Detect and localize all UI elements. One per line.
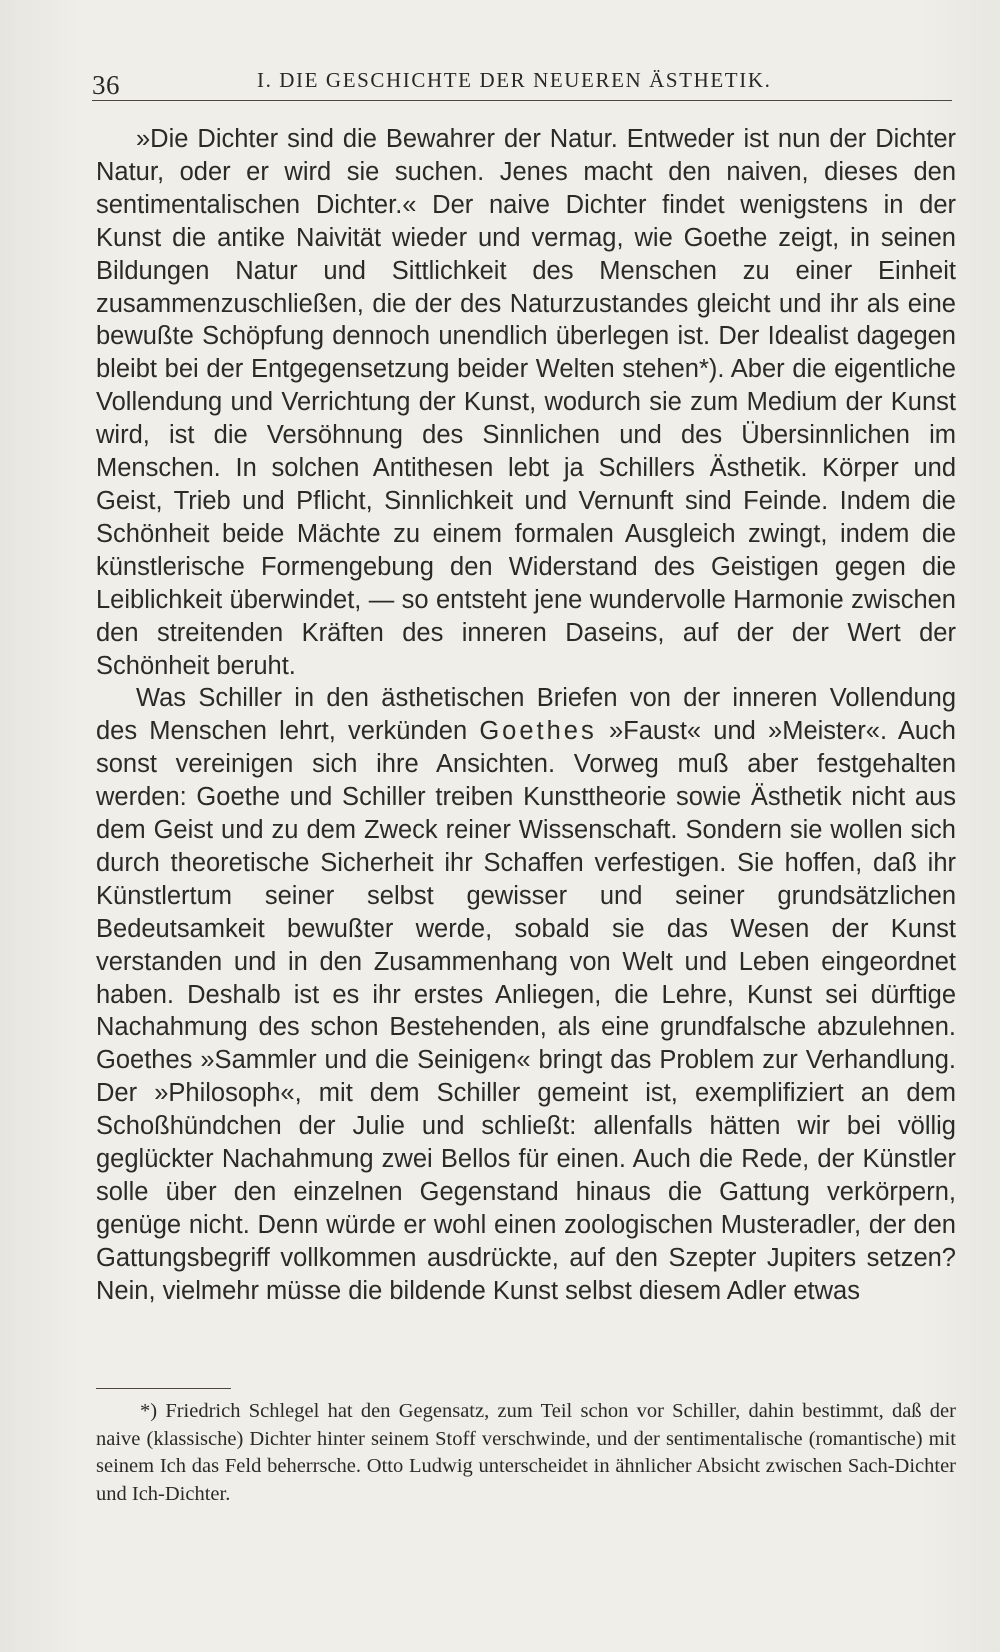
main-text bbox=[96, 123, 956, 1308]
paragraph-2-emphasis: Goethes bbox=[479, 717, 597, 746]
paragraph-2-text-after: »Faust« und »Meister«. Auch sonst vereinigen sich ihre Ansichten. Vorweg muß aber festgehalten werden: Goethe und Schiller treiben Kunsttheorie sowie Ästhetik nicht aus dem Geist und zu dem Zweck reiner Wissenschaft. Sondern sie wollen sich durch theoretische Sicherheit ihr Schaffen verfestigen. Sie hoffen, daß ihr Künstlertum seiner selbst gewisser und seiner grundsätzlichen Bedeutsamkeit bewußter werde, sobald sie das Wesen der Kunst verstanden und in den Zusammenhang von Welt und Leben eingeordnet haben. Deshalb ist es ihr erstes Anliegen, die Lehre, Kunst sei dürftige Nachahmung des schon Bestehenden, als eine grundfalsche abzulehnen. Goethes »Sammler und die Seinigen« bringt das Problem zur Verhandlung. Der »Philosoph«, mit dem Schiller gemeint ist, exemplifiziert an dem Schoßhündchen der Julie und schließt: allenfalls hätten wir bei völlig geglückter Nachahmung zwei Bellos für einen. Auch die Rede, der Künstler solle über den einzelnen Gegenstand hinaus die Gattung verkörpern, genüge nicht. Denn würde er wohl einen zoologischen Musteradler, der den Gattungsbegriff vollkommen ausdrückte, auf den Szepter Jupiters setzen? Nein, vielmehr müsse die bildende Kunst selbst diesem Adler etwas bbox=[96, 717, 956, 1305]
page-number: 36 bbox=[92, 70, 120, 100]
running-title: I. DIE GESCHICHTE DER NEUEREN ÄSTHETIK. bbox=[257, 68, 772, 92]
footnote-divider bbox=[96, 1388, 231, 1389]
paragraph-1: »Die Dichter sind die Bewahrer der Natur. Entweder ist nun der Dichter Natur, oder er wird sie suchen. Jenes macht den naiven, dieses den sentimentalischen Dichter.« Der naive Dichter findet wenigstens in der Kunst die antike Naivität wieder und vermag, wie Goethe zeigt, in seinen Bildungen Natur und Sittlichkeit des Menschen zu einer Einheit zusammenzuschließen, die der des Naturzustandes gleicht und ihr als eine bewußte Schöpfung dennoch unendlich überlegen ist. Der Idealist dagegen bleibt bei der Entgegensetzung beider Welten stehen*). Aber die eigentliche Vollendung und Verrichtung der Kunst, wodurch sie zum Medium der Kunst wird, ist die Versöhnung des Sinnlichen und des Übersinnlichen im Menschen. In solchen Antithesen lebt ja Schillers Ästhetik. Körper und Geist, Trieb und Pflicht, Sinnlichkeit und Vernunft sind Feinde. Indem die Schönheit beide Mächte zu einem formalen Ausgleich zwingt, indem die künstlerische Formengebung den Widerstand des Geistigen gegen die Leiblichkeit überwindet, — so entsteht jene wundervolle Harmonie zwischen den streitenden Kräften des inneren Daseins, auf der der Wert der Schönheit beruht. bbox=[96, 125, 956, 680]
footnote: *) Friedrich Schlegel hat den Gegensatz, zum Teil schon vor Schiller, dahin bestimmt, daß der naive (klassische) Dichter hinter seinem Stoff verschwinde, und der sentimentalische (romantische) mit seinem Ich das Feld beherrsche. Otto Ludwig unterscheidet in ähnlicher Absicht zwischen Sach-Dichter und Ich-Dichter. bbox=[96, 1400, 956, 1505]
paragraph-2 bbox=[96, 682, 956, 1307]
running-header bbox=[92, 66, 952, 101]
paragraph-2-text-before: Was Schiller in den ästhetischen Briefen von der inneren Vollendung des Menschen lehrt, verkünden bbox=[96, 684, 956, 746]
